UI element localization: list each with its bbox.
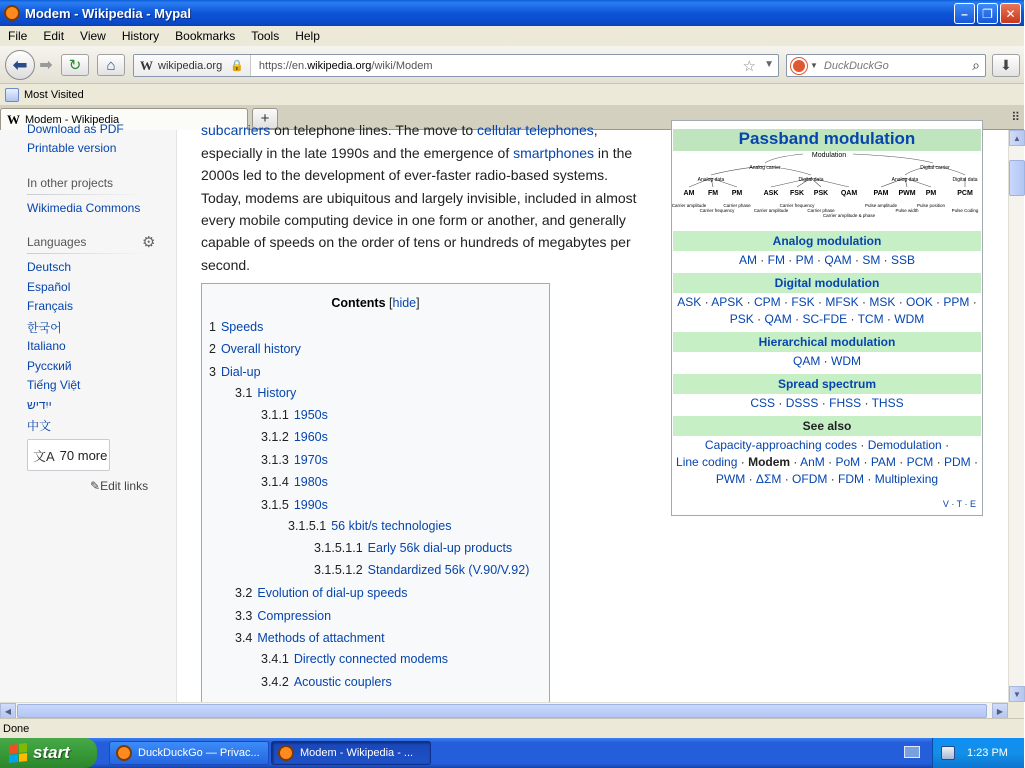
bookmark-star-icon[interactable]: ☆ — [742, 58, 756, 75]
navbox-group-digital[interactable]: Digital modulation — [673, 273, 981, 293]
lang-deutsch[interactable]: Deutsch — [27, 260, 72, 274]
navbox-link[interactable]: PSK — [729, 312, 754, 326]
new-tab-button[interactable]: + — [252, 108, 278, 129]
navbox-link[interactable]: SSB — [891, 253, 916, 267]
navbox-link[interactable]: TCM — [857, 312, 884, 326]
taskbar-item-modem-wikipedia[interactable] — [271, 741, 431, 765]
download-arrow-icon: ⬇ — [1000, 57, 1012, 73]
lang-vietnamese[interactable]: Tiếng Việt — [27, 378, 81, 392]
navbox-link[interactable]: WDM — [831, 354, 861, 368]
url-prefix: https://en. — [258, 59, 308, 72]
url-dropdown-icon[interactable]: ▼ — [764, 59, 774, 70]
navbox-link[interactable]: SC-FDE — [802, 312, 848, 326]
article-line — [201, 142, 632, 164]
diagram-sub: Carrier phase — [723, 203, 751, 208]
toc-link[interactable]: Overall history — [220, 342, 301, 356]
diagram-sub: Carrier amplitude — [671, 203, 707, 208]
diagram-sub: Carrier amplitude — [753, 208, 789, 213]
menu-bookmarks[interactable]: Bookmarks — [175, 29, 236, 43]
navbox-group-analog[interactable]: Analog modulation — [673, 231, 981, 251]
toc-item[interactable] — [261, 408, 328, 422]
menu-history[interactable]: History — [121, 29, 160, 43]
toc-number: 1 — [209, 320, 216, 334]
edit-links-label: Edit links — [100, 479, 149, 493]
taskbar-item-duckduckgo[interactable] — [109, 741, 269, 765]
lang-espanol[interactable]: Español — [27, 280, 71, 294]
toc-number: 3.1.5.1 — [288, 519, 327, 533]
lang-chinese[interactable]: 中文 — [27, 419, 52, 433]
navbox-link[interactable]: PPM — [943, 295, 970, 309]
sidebar-other-projects-heading: In other projects — [27, 176, 114, 190]
status-bar — [0, 718, 1024, 738]
page-viewport — [0, 122, 1008, 702]
scroll-right-arrow-icon[interactable]: ▶ — [992, 703, 1008, 719]
scroll-up-arrow-icon[interactable]: ▲ — [1009, 130, 1025, 146]
toc-heading: Contents — [331, 296, 386, 310]
diagram-sub: Carrier phase — [807, 208, 835, 213]
toc-number: 3.1.5.1.1 — [314, 541, 363, 555]
site-name: wikipedia.org — [158, 59, 223, 72]
reload-icon: ↻ — [68, 57, 82, 74]
toc-number: 3.4 — [235, 631, 253, 645]
url-text[interactable] — [259, 60, 433, 72]
navbox-link[interactable]: WDM — [894, 312, 925, 326]
navbox-link[interactable]: DSSS — [785, 396, 819, 410]
article-line: 2000s led to the development of ever-faster radio-based systems. — [201, 167, 608, 183]
system-tray — [932, 738, 1024, 768]
url-domain: wikipedia.org — [307, 59, 372, 72]
diagram-digital-data: Digital data — [952, 177, 978, 183]
diagram-sub: Pulse width — [895, 208, 919, 213]
keyboard-layout-icon[interactable] — [904, 746, 920, 758]
navbox-link[interactable]: FM — [767, 253, 785, 267]
navbox-link[interactable]: ASK — [677, 295, 702, 309]
tab-title: Modem - Wikipedia — [25, 113, 120, 126]
toc-item[interactable] — [235, 609, 331, 623]
navbox-vte-links[interactable]: V · T · E — [942, 499, 976, 509]
wikipedia-favicon: W — [7, 111, 20, 127]
navbox-link[interactable]: PCM — [906, 455, 934, 469]
article-text: on telephone lines. The move to — [270, 122, 478, 138]
navbox-link[interactable]: PAM — [870, 455, 896, 469]
toc-link[interactable]: 56 kbit/s technologies — [331, 519, 452, 533]
diagram-node: PWM — [898, 190, 916, 197]
toc-number: 2 — [209, 342, 216, 356]
passband-modulation-navbox — [671, 120, 983, 516]
minimize-button[interactable]: – — [954, 3, 975, 24]
toc-item[interactable] — [235, 386, 296, 400]
navbox-title[interactable]: Passband modulation — [673, 129, 981, 151]
lang-russian[interactable]: Русский — [27, 359, 72, 373]
navbox-link[interactable]: FHSS — [829, 396, 862, 410]
toc-item[interactable] — [261, 430, 328, 444]
more-languages-label: 70 more — [59, 447, 108, 463]
toc-link[interactable]: 1950s — [293, 408, 328, 422]
navbox-group-spread[interactable]: Spread spectrum — [673, 374, 981, 394]
article-text: in the — [594, 145, 633, 161]
toc-item[interactable] — [288, 519, 451, 533]
most-visited-bookmark[interactable]: Most Visited — [24, 88, 84, 101]
arrow-right-icon: ➡ — [39, 57, 53, 74]
scroll-left-arrow-icon[interactable]: ◀ — [0, 703, 16, 719]
article-text: especially in the late 1990s and the emergence of — [201, 145, 514, 161]
lock-icon: 🔒 — [230, 60, 244, 72]
navbox-link[interactable]: QAM — [824, 253, 852, 267]
diagram-node: FSK — [790, 190, 804, 197]
diagram-sub: Carrier frequency — [779, 203, 815, 208]
bookmarks-toolbar — [0, 84, 1024, 106]
toc-title — [202, 296, 549, 310]
horizontal-scroll-thumb[interactable] — [17, 704, 987, 718]
toc-item[interactable] — [261, 475, 328, 489]
diagram-sub: Pulse amplitude — [864, 203, 898, 208]
diagram-sub: Carrier frequency — [699, 208, 735, 213]
toc-number: 3 — [209, 365, 216, 379]
table-of-contents — [201, 283, 550, 713]
navbox-link[interactable]: OFDM — [792, 472, 828, 486]
mypal-app-icon — [116, 745, 132, 761]
navigation-toolbar — [0, 46, 1024, 84]
sidebar-download-pdf[interactable]: Download as PDF — [27, 122, 124, 136]
sidebar-languages-heading: Languages — [27, 235, 87, 249]
link-subcarriers[interactable]: subcarriers — [201, 122, 271, 138]
article-text: , — [593, 122, 598, 138]
navbox-link[interactable]: QAM — [792, 354, 821, 368]
downloads-button[interactable] — [992, 54, 1020, 77]
diagram-sub: Pulse Coding — [951, 208, 979, 213]
navbox-link[interactable]: AM — [738, 253, 757, 267]
gear-icon[interactable]: ⚙ — [142, 234, 156, 251]
navbox-link[interactable]: ΔΣM — [755, 472, 782, 486]
toc-link[interactable]: Directly connected modems — [293, 652, 449, 666]
sidebar-divider — [27, 253, 145, 254]
navbox-link[interactable]: CPM — [753, 295, 781, 309]
article-line — [201, 119, 598, 141]
toc-item[interactable] — [209, 365, 261, 379]
navbox-link[interactable]: OOK — [906, 295, 933, 309]
toc-link[interactable]: 1990s — [293, 498, 328, 512]
toc-number: 3.2 — [235, 586, 253, 600]
link-smartphones[interactable]: smartphones — [513, 145, 595, 161]
task-label: DuckDuckGo — Privac... — [138, 747, 260, 759]
status-text: Done — [3, 722, 30, 735]
toc-number: 3.1.5 — [261, 498, 289, 512]
menu-view[interactable]: View — [80, 29, 106, 43]
sidebar-printable-version[interactable]: Printable version — [27, 141, 117, 155]
diagram-node: PAM — [873, 190, 889, 197]
menu-bar — [0, 26, 1024, 46]
toc-item[interactable] — [209, 320, 263, 334]
translate-icon: 文A — [33, 448, 55, 464]
wiki-sidebar — [0, 122, 177, 702]
toc-item[interactable] — [261, 498, 328, 512]
toc-number: 3.1.5.1.2 — [314, 563, 363, 577]
toc-link[interactable]: 1980s — [293, 475, 328, 489]
navbox-link[interactable]: Line coding — [676, 455, 738, 469]
windows-taskbar — [0, 738, 1024, 768]
edit-links[interactable] — [90, 479, 148, 493]
navbox-link[interactable]: MSK — [869, 295, 896, 309]
url-path: /wiki/Modem — [371, 59, 433, 72]
toc-item[interactable] — [314, 541, 512, 555]
forward-button[interactable] — [36, 55, 56, 75]
arrow-left-icon: ⬅ — [12, 54, 28, 75]
restore-button[interactable]: ❐ — [977, 3, 998, 24]
article-line: second. — [201, 257, 251, 273]
lang-korean[interactable]: 한국어 — [27, 321, 62, 335]
toc-link[interactable]: Speeds — [220, 320, 264, 334]
toc-item[interactable] — [314, 563, 529, 577]
article-line: every mobile computing device in one form or another, and generally — [201, 212, 626, 228]
navbox-link[interactable]: FDM — [838, 472, 865, 486]
window-title: Modem - Wikipedia - Mypal — [25, 5, 192, 21]
navbox-current-modem: Modem — [748, 455, 791, 469]
home-icon: ⌂ — [106, 56, 116, 74]
toc-item[interactable] — [261, 652, 448, 666]
menu-file[interactable]: File — [8, 29, 28, 43]
lang-yiddish[interactable]: ייִדיש — [27, 398, 52, 412]
toc-item[interactable] — [261, 453, 328, 467]
wikipedia-icon: W — [140, 57, 153, 73]
navbox-list-hierarchical: QAM · WDM — [792, 354, 861, 368]
url-bar[interactable] — [133, 54, 779, 77]
vertical-scroll-thumb[interactable] — [1009, 160, 1025, 196]
diagram-analog-data: Analog data — [697, 177, 725, 183]
navbox-list-spread: CSS · DSSS · FHSS · THSS — [750, 396, 904, 410]
more-languages-button[interactable] — [27, 439, 110, 471]
lang-italiano[interactable]: Italiano — [27, 339, 66, 353]
diagram-node: PSK — [813, 190, 829, 197]
lang-francais[interactable]: Français — [27, 299, 74, 313]
diagram-node: PCM — [957, 190, 973, 197]
navbox-link[interactable]: QAM — [764, 312, 792, 326]
close-button[interactable]: ✕ — [1000, 3, 1021, 24]
toc-link[interactable]: Standardized 56k (V.90/V.92) — [367, 563, 530, 577]
most-visited-icon — [5, 88, 19, 102]
start-button[interactable] — [0, 738, 97, 768]
mypal-app-icon — [278, 745, 294, 761]
toc-number: 3.4.1 — [261, 652, 289, 666]
sidebar-divider — [27, 194, 145, 195]
toc-item[interactable] — [209, 342, 301, 356]
start-label: start — [33, 743, 70, 762]
sidebar-wikimedia-commons[interactable]: Wikimedia Commons — [27, 201, 141, 215]
toc-link[interactable]: Acoustic couplers — [293, 675, 392, 689]
toc-number: 3.1 — [235, 386, 253, 400]
toc-link[interactable]: Compression — [257, 609, 332, 623]
clock[interactable]: 1:23 PM — [967, 747, 1008, 759]
diagram-analog-data: Analog data — [891, 177, 919, 183]
modulation-tree-svg — [673, 151, 981, 223]
diagram-sub: Carrier amplitude & phase — [822, 213, 876, 218]
article-line: capable of speeds on the order of tens or hundreds of megabytes per — [201, 234, 631, 250]
toc-link[interactable]: 1960s — [293, 430, 328, 444]
diagram-root: Modulation — [811, 152, 847, 159]
duckduckgo-icon[interactable] — [791, 58, 807, 74]
diagram-digital-data: Digital data — [798, 177, 824, 183]
toc-link[interactable]: Evolution of dial-up speeds — [257, 586, 408, 600]
toc-link[interactable]: History — [257, 386, 297, 400]
diagram-node: QAM — [840, 190, 858, 197]
navbox-list-analog: AM · FM · PM · QAM · SM · SSB — [738, 253, 916, 267]
search-bar[interactable] — [786, 54, 986, 77]
navbox-link[interactable]: AnM — [800, 455, 825, 469]
navbox-list-see-also: Capacity-approaching codes · Demodulation · Line coding · Modem · AnM · PoM · PAM · PCM · PDM · PWM · ΔΣM · OFDM · FDM · Multiplexing — [676, 438, 978, 486]
search-icon[interactable]: ⌕ — [972, 57, 980, 73]
toc-link[interactable]: Early 56k dial-up products — [367, 541, 513, 555]
scrollbar-corner — [1008, 702, 1024, 718]
link-cellular-telephones[interactable]: cellular telephones — [477, 122, 594, 138]
back-button[interactable] — [5, 50, 35, 80]
title-bar — [0, 0, 1024, 26]
search-engine-dropdown-icon[interactable]: ▼ — [810, 61, 818, 70]
toc-number: 3.1.4 — [261, 475, 289, 489]
toc-link[interactable]: Dial-up — [220, 365, 261, 379]
navbox-link[interactable]: Capacity-approaching codes — [704, 438, 858, 452]
home-button[interactable] — [97, 54, 125, 76]
toc-number: 3.1.2 — [261, 430, 289, 444]
search-placeholder: DuckDuckGo — [823, 59, 889, 72]
navbox-link[interactable]: Demodulation — [867, 438, 942, 452]
diagram-sub: Pulse position — [916, 203, 946, 208]
toc-item[interactable] — [235, 631, 385, 645]
navbox-link[interactable]: Multiplexing — [874, 472, 939, 486]
navbox-link[interactable]: APSK — [711, 295, 744, 309]
horizontal-scrollbar[interactable] — [0, 702, 1008, 718]
toc-hide-wrapper: [hide] — [389, 296, 420, 310]
article-line: Today, modems are ubiquitous and largely invisible, included in almost — [201, 190, 637, 206]
diagram-node: FM — [707, 190, 719, 197]
diagram-node: PM — [731, 190, 743, 197]
network-icon[interactable] — [941, 746, 955, 760]
navbox-group-see-also: See also — [673, 416, 981, 436]
scroll-down-arrow-icon[interactable]: ▼ — [1009, 686, 1025, 702]
toc-link[interactable]: Methods of attachment — [257, 631, 385, 645]
vertical-scrollbar[interactable] — [1008, 130, 1024, 702]
modulation-diagram — [673, 151, 981, 223]
toc-link[interactable]: 1970s — [293, 453, 328, 467]
windows-flag-icon — [9, 743, 27, 763]
navbox-link[interactable]: PWM — [715, 472, 746, 486]
diagram-node: PM — [925, 190, 937, 197]
site-identity[interactable] — [134, 55, 251, 76]
navbox-link[interactable]: FSK — [791, 295, 815, 309]
navbox-group-hierarchical[interactable]: Hierarchical modulation — [673, 332, 981, 352]
menu-tools[interactable]: Tools — [251, 29, 280, 43]
navbox-link[interactable]: PDM — [943, 455, 971, 469]
diagram-node: AM — [683, 190, 695, 197]
navbox-list-digital: ASK · APSK · CPM · FSK · MFSK · MSK · OOK · PPM · PSK · QAM · SC-FDE · TCM · WDM — [677, 295, 977, 326]
diagram-digital-carrier: Digital carrier — [920, 165, 950, 171]
diagram-node: ASK — [763, 190, 779, 197]
task-label: Modem - Wikipedia - ... — [300, 747, 414, 759]
diagram-analog-carrier: Analog carrier — [749, 165, 781, 171]
toc-number: 3.3 — [235, 609, 253, 623]
menu-help[interactable]: Help — [295, 29, 320, 43]
toc-item[interactable] — [261, 675, 392, 689]
navbox-link[interactable]: PoM — [835, 455, 861, 469]
toc-number: 3.1.3 — [261, 453, 289, 467]
toc-number: 3.4.2 — [261, 675, 289, 689]
list-all-tabs-icon[interactable]: ⠿ — [1011, 110, 1020, 124]
navbox-link[interactable]: PM — [795, 253, 814, 267]
mypal-app-icon — [4, 5, 20, 21]
navbox-link[interactable]: MFSK — [825, 295, 859, 309]
menu-edit[interactable]: Edit — [43, 29, 65, 43]
reload-button[interactable] — [61, 54, 89, 76]
toc-item[interactable] — [235, 586, 408, 600]
toc-hide-link[interactable]: hide — [392, 296, 417, 310]
navbox-link[interactable]: THSS — [871, 396, 904, 410]
pencil-icon: ✎ — [90, 479, 101, 493]
toc-number: 3.1.1 — [261, 408, 289, 422]
navbox-link[interactable]: SM — [862, 253, 881, 267]
navbox-link[interactable]: CSS — [750, 396, 776, 410]
